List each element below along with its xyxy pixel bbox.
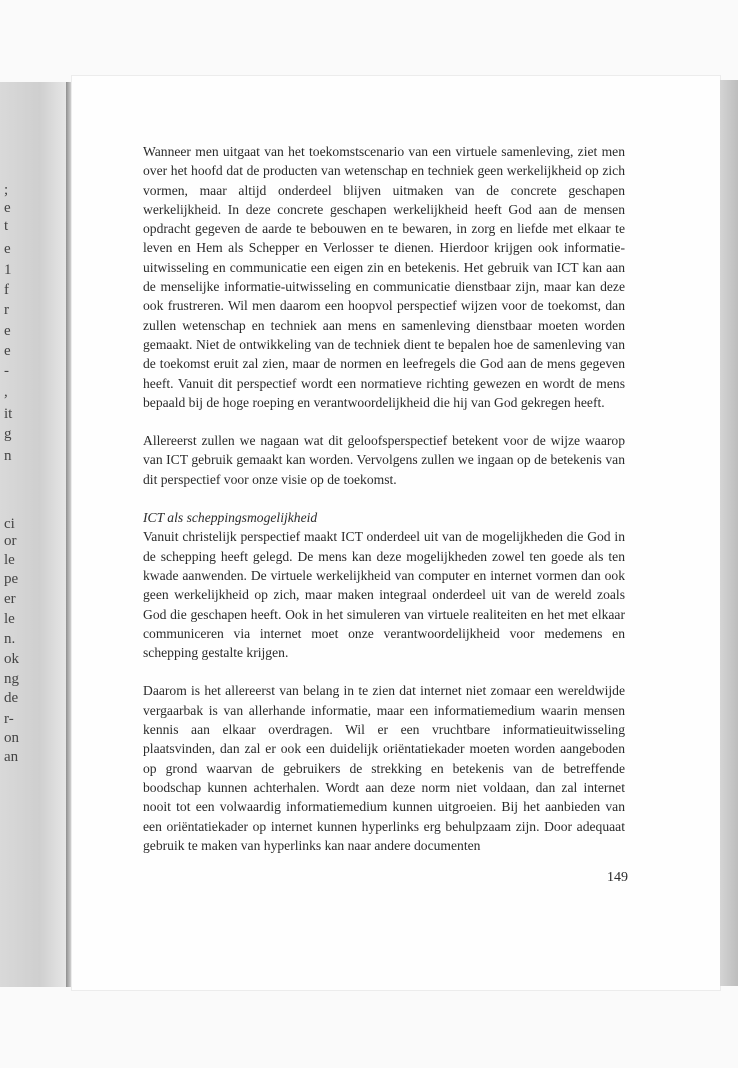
left-page-text-fragments xyxy=(0,82,66,987)
left-page-fragment: on xyxy=(4,730,19,746)
left-page-fragment: le xyxy=(4,552,15,568)
left-page-fragment: r- xyxy=(4,711,14,727)
paragraph-daarom: Daarom is het allereerst van belang in te zien dat internet niet zomaar een wereldwijde vergaarbak is van allerhande informatie, maar een informatiemedium waarin mensen kennis aan elkaar overdragen. Wil er een vruchtbare informatieuitwisseling plaatsvinden, dan zal er ook een duidelijk oriëntatiekader moeten worden aangeboden op grond waarvan de gebruikers de strekking en betekenis van de betreffende boodschap kunnen achterhalen. Wordt aan deze norm niet voldaan, dan zal internet nooit tot een volwaardig informatiemedium kunnen uitgroeien. Bij het aanbieden van een oriëntatiekader op internet kunnen hyperlinks erg behulpzaam zijn. Door adequaat gebruik te maken van hyperlinks kan naar andere documenten xyxy=(143,683,625,853)
section-paragraph: Vanuit christelijk perspectief maakt ICT onderdeel uit van de mogelijkheden die God in de schepping heeft gelegd. De mens kan deze mogelijkheden zowel ten goede als ten kwade aanwenden. De virtuele werkelijkheid van computer en internet vormen dan ook geen werkelijkheid op zich, maar maken integraal onderdeel uit van de wereld zoals God die geschapen heeft. Ook in het simuleren van virtuele realiteiten en het met elkaar communiceren via internet moet onze verantwoordelijkheid voor medemens en schepping gestalte krijgen. xyxy=(143,529,625,661)
left-page-fragment: le xyxy=(4,611,15,627)
left-page-fragment: an xyxy=(4,749,19,765)
left-page-fragment: n xyxy=(4,448,12,464)
body-text xyxy=(143,142,625,855)
left-page-fragment: de xyxy=(4,690,19,706)
left-page-fragment: r xyxy=(4,302,9,318)
left-page-fragment: or xyxy=(4,533,17,549)
paragraph-intro: Wanneer men uitgaat van het toekomstscenario van een virtuele samenleving, ziet men over het hoofd dat de producten van wetenschap en techniek geen werkelijkheid op zich vormen, maar altijd onderdeel blijven uitmaken van de concrete geschapen werkelijkheid. In deze concrete geschapen werkelijkheid heeft God aan de mensen opdracht gegeven de aarde te bebouwen en te bewaren, in zorg en liefde met elkaar te leven en Hem als Schepper en Verlosser te dienen. Hierdoor krijgen ook informatie-uitwisseling en communicatie een eigen zin en betekenis. Het gebruik van ICT kan aan de menselijke informatie-uitwisseling en communicatie dienstbaar zijn, maar kan deze ook frustreren. Wil men daarom een hoopvol perspectief wijzen voor de toekomst, dan zullen wetenschap en techniek aan mens en samenleving dienstbaar moeten worden gemaakt. Niet de ontwikkeling van de techniek dient te bepalen hoe de samenleving van de toekomst eruit zal zien, maar de normen en leefregels die God aan de mens gegeven heeft. Vanuit dit perspectief wordt een normatieve richting gewezen en wordt de mens bepaald bij de hoge roeping en verantwoordelijkheid die hij van God gekregen heeft. xyxy=(143,144,625,410)
left-page-fragment: n. xyxy=(4,631,16,647)
left-page-fragment: e xyxy=(4,200,11,216)
left-page-fragment: it xyxy=(4,406,13,422)
paragraph-overview: Allereerst zullen we nagaan wat dit geloofsperspectief betekent voor de wijze waarop van ICT gebruik gemaakt kan worden. Vervolgens zullen we ingaan op de betekenis van dit perspectief voor onze visie op de toekomst. xyxy=(143,433,625,487)
left-page-fragment: e xyxy=(4,241,11,257)
left-page-fragment: ok xyxy=(4,651,19,667)
left-page-fragment: f xyxy=(4,282,9,298)
left-page-fragment: t xyxy=(4,218,9,234)
left-page-fragment: ; xyxy=(4,182,9,198)
left-page-fragment: er xyxy=(4,591,16,607)
section-ict-scheppingsmogelijkheid xyxy=(143,508,625,662)
left-page-fragment: e xyxy=(4,343,11,359)
left-page-fragment: 1 xyxy=(4,262,12,278)
left-page-fragment: g xyxy=(4,426,12,442)
right-page-edge xyxy=(720,80,738,986)
left-page-fragment: pe xyxy=(4,571,19,587)
page-number: 149 xyxy=(607,870,628,885)
left-page-fragment: e xyxy=(4,323,11,339)
left-page-fragment: ci xyxy=(4,516,15,532)
section-heading: ICT als scheppingsmogelijkheid xyxy=(143,510,318,526)
left-page-fragment: - xyxy=(4,363,9,379)
left-page-fragment: , xyxy=(4,384,8,400)
left-page-fragment: ng xyxy=(4,671,19,687)
